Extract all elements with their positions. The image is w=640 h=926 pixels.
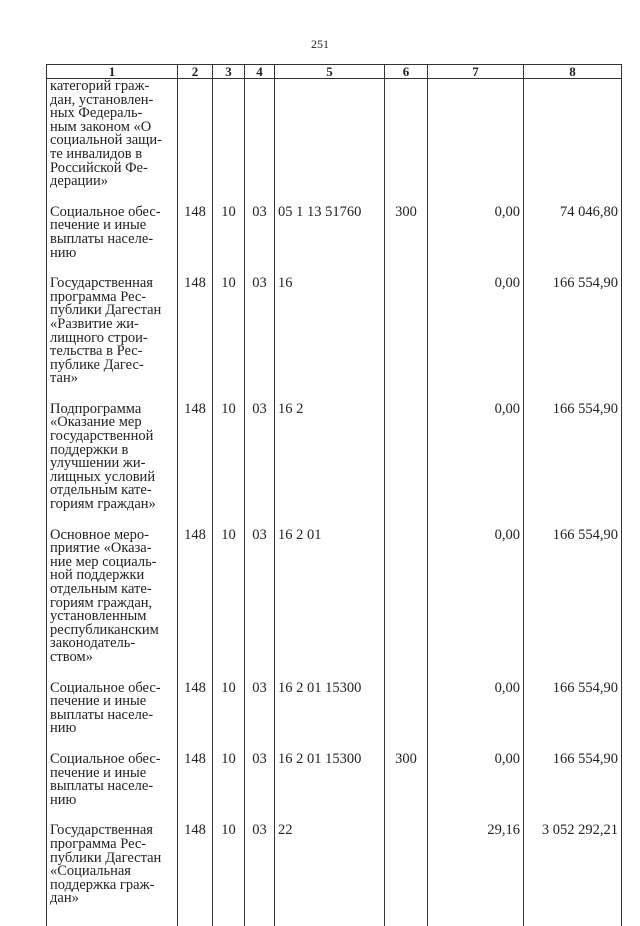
cell-c8: 166 554,90 — [524, 260, 622, 386]
column-header: 8 — [524, 65, 622, 79]
cell-c3: 10 — [213, 736, 245, 807]
cell-c6 — [385, 807, 428, 906]
cell-c8: 3 052 292,21 — [524, 807, 622, 906]
spacer-cell — [47, 906, 178, 926]
cell-c7: 0,00 — [428, 260, 524, 386]
row-name-line: Социальное обес- — [50, 750, 161, 767]
row-name-line: программа Рес- — [50, 835, 147, 852]
row-name-line: приятие «Оказа- — [50, 540, 152, 557]
cell-c4 — [245, 79, 275, 189]
cell-c3: 10 — [213, 189, 245, 260]
cell-c4: 03 — [245, 189, 275, 260]
column-header: 4 — [245, 65, 275, 79]
cell-c4: 03 — [245, 736, 275, 807]
row-name-cell — [47, 665, 178, 736]
row-name-line: отдельным кате- — [50, 581, 152, 597]
cell-c8: 166 554,90 — [524, 386, 622, 512]
cell-c7: 0,00 — [428, 386, 524, 512]
column-header: 6 — [385, 65, 428, 79]
cell-c8: 166 554,90 — [524, 512, 622, 665]
table-row — [47, 807, 622, 906]
cell-c6 — [385, 512, 428, 665]
cell-c2 — [178, 79, 213, 189]
cell-c3: 10 — [213, 260, 245, 386]
cell-c7: 0,00 — [428, 512, 524, 665]
cell-c7: 29,16 — [428, 807, 524, 906]
column-header: 7 — [428, 65, 524, 79]
row-name-line: Государственная — [50, 275, 153, 292]
cell-c3: 10 — [213, 665, 245, 736]
row-name-line: законодатель- — [50, 635, 136, 652]
row-name-line: выплаты населе- — [50, 778, 154, 795]
budget-table — [46, 64, 622, 926]
row-name-line: публики Дагестан — [50, 849, 162, 866]
row-name-line: категорий граж- — [50, 78, 150, 94]
row-name-line: лищного строи- — [50, 329, 148, 346]
cell-c2: 148 — [178, 807, 213, 906]
spacer-cell — [524, 906, 622, 926]
row-name-line: «Развитие жи- — [50, 315, 139, 332]
cell-c4: 03 — [245, 665, 275, 736]
cell-c6 — [385, 260, 428, 386]
row-name-line: Социальное обес- — [50, 679, 161, 696]
column-header: 5 — [275, 65, 385, 79]
row-name-line: ным законом «О — [50, 118, 152, 135]
table-bottom-spacer — [47, 906, 622, 926]
spacer-cell — [385, 906, 428, 926]
column-header: 3 — [213, 65, 245, 79]
row-name-line: выплаты населе- — [50, 706, 154, 723]
row-name-line: республиканским — [50, 621, 159, 638]
row-name-cell — [47, 260, 178, 386]
row-name-line: тан» — [50, 370, 78, 387]
cell-c7: 0,00 — [428, 736, 524, 807]
cell-c7: 0,00 — [428, 189, 524, 260]
row-name-line: ством» — [50, 648, 93, 665]
cell-c6: 300 — [385, 189, 428, 260]
row-name-line: поддержка граж- — [50, 876, 155, 893]
cell-c4: 03 — [245, 260, 275, 386]
cell-c8: 166 554,90 — [524, 665, 622, 736]
cell-c5: 16 — [275, 260, 385, 386]
cell-c3: 10 — [213, 386, 245, 512]
row-name-line: дан, установлен- — [50, 91, 154, 108]
row-name-line: ных Федераль- — [50, 105, 143, 122]
cell-c6 — [385, 386, 428, 512]
table-row — [47, 189, 622, 260]
cell-c2: 148 — [178, 386, 213, 512]
cell-c5: 16 2 01 15300 — [275, 736, 385, 807]
row-name-cell — [47, 512, 178, 665]
cell-c3: 10 — [213, 512, 245, 665]
row-name-line: поддержки в — [50, 441, 129, 458]
cell-c4: 03 — [245, 512, 275, 665]
row-name-line: гориям граждан, — [50, 594, 153, 611]
cell-c8: 166 554,90 — [524, 736, 622, 807]
row-name-line: гориям граждан» — [50, 496, 156, 513]
row-name-line: ние мер социаль- — [50, 553, 157, 570]
cell-c5: 05 1 13 51760 — [275, 189, 385, 260]
row-name-line: улучшении жи- — [50, 455, 146, 472]
table-row — [47, 665, 622, 736]
row-name-line: нию — [50, 720, 77, 737]
cell-c5: 22 — [275, 807, 385, 906]
spacer-cell — [428, 906, 524, 926]
spacer-cell — [245, 906, 275, 926]
row-name-line: дан» — [50, 890, 79, 907]
row-name-line: «Оказание мер — [50, 414, 142, 431]
column-header: 2 — [178, 65, 213, 79]
row-name-cell — [47, 736, 178, 807]
cell-c2: 148 — [178, 736, 213, 807]
cell-c6: 300 — [385, 736, 428, 807]
cell-c3 — [213, 79, 245, 189]
row-name-line: социальной защи- — [50, 132, 162, 149]
table-row — [47, 79, 622, 189]
row-name-line: программа Рес- — [50, 288, 147, 305]
cell-c7 — [428, 79, 524, 189]
row-name-line: выплаты населе- — [50, 230, 154, 247]
cell-c8: 74 046,80 — [524, 189, 622, 260]
column-header: 1 — [47, 65, 178, 79]
row-name-line: тельства в Рес- — [50, 343, 143, 360]
row-name-line: Подпрограмма — [50, 400, 142, 417]
cell-c8 — [524, 79, 622, 189]
cell-c6 — [385, 79, 428, 189]
row-name-cell — [47, 386, 178, 512]
row-name-line: государственной — [50, 428, 154, 445]
page-number: 251 — [311, 37, 329, 51]
cell-c2: 148 — [178, 512, 213, 665]
spacer-cell — [178, 906, 213, 926]
cell-c5: 16 2 01 15300 — [275, 665, 385, 736]
row-name-line: лищных условий — [50, 468, 156, 485]
row-name-line: публики Дагестан — [50, 302, 162, 319]
cell-c7: 0,00 — [428, 665, 524, 736]
cell-c5: 16 2 01 — [275, 512, 385, 665]
cell-c3: 10 — [213, 807, 245, 906]
spacer-cell — [275, 906, 385, 926]
row-name-line: установленным — [50, 608, 147, 625]
row-name-line: дерации» — [50, 173, 109, 190]
spacer-cell — [213, 906, 245, 926]
row-name-line: публике Дагес- — [50, 356, 144, 373]
cell-c2: 148 — [178, 189, 213, 260]
cell-c4: 03 — [245, 807, 275, 906]
cell-c5 — [275, 79, 385, 189]
row-name-line: нию — [50, 791, 77, 808]
cell-c6 — [385, 665, 428, 736]
row-name-line: печение и иные — [50, 764, 147, 781]
cell-c2: 148 — [178, 260, 213, 386]
table-row — [47, 736, 622, 807]
row-name-cell — [47, 807, 178, 906]
table-row — [47, 386, 622, 512]
row-name-line: «Социальная — [50, 863, 131, 880]
row-name-line: печение и иные — [50, 217, 147, 234]
cell-c4: 03 — [245, 386, 275, 512]
header-row — [47, 65, 622, 79]
row-name-line: Основное меро- — [50, 526, 149, 543]
row-name-line: те инвалидов в — [50, 145, 143, 162]
row-name-line: отдельным кате- — [50, 482, 152, 499]
table-row — [47, 260, 622, 386]
row-name-line: Государственная — [50, 822, 153, 839]
row-name-line: ной поддержки — [50, 567, 145, 584]
row-name-cell — [47, 189, 178, 260]
cell-c2: 148 — [178, 665, 213, 736]
row-name-line: печение и иные — [50, 693, 147, 710]
row-name-line: Российской Фе- — [50, 159, 148, 176]
cell-c5: 16 2 — [275, 386, 385, 512]
row-name-line: нию — [50, 244, 77, 261]
row-name-cell — [47, 79, 178, 189]
table-row — [47, 512, 622, 665]
row-name-line: Социальное обес- — [50, 203, 161, 220]
